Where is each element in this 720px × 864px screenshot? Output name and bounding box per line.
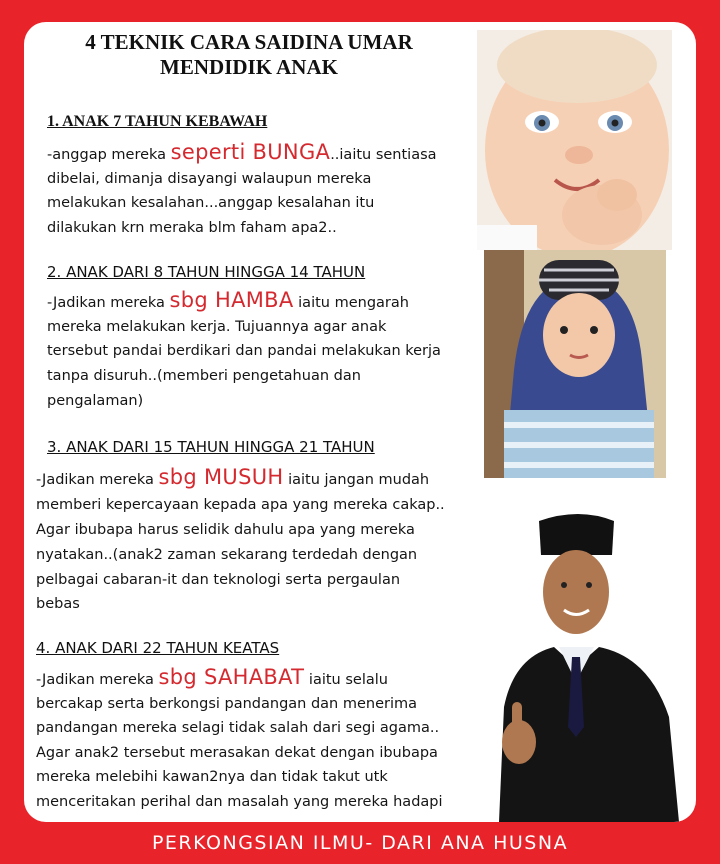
section-2-line-4: tanpa disuruh..(memberi pengetahuan dan	[47, 368, 361, 384]
section-1-post: ..iaitu sentiasa	[330, 147, 437, 163]
section-2-line-2: mereka melakukan kerja. Tujuannya agar anak	[47, 319, 387, 335]
section-1-heading: 1. ANAK 7 TAHUN KEBAWAH	[47, 113, 268, 130]
section-4-line-6: menceritakan perihal dan masalah yang mereka hadapi	[36, 794, 443, 810]
section-1-line-2: dibelai, dimanja disayangi walaupun mereka	[47, 171, 372, 187]
section-3-pre: -Jadikan mereka	[36, 472, 159, 488]
section-4-pre: -Jadikan mereka	[36, 672, 159, 688]
content-card	[24, 22, 696, 822]
section-2-line-3: tersebut pandai berdikari dan pandai melakukan kerja	[47, 343, 441, 359]
section-3-line-5: pelbagai cabaran-it dan teknologi serta pergaulan	[36, 572, 401, 588]
section-4-keyword: sbg SAHABAT	[158, 665, 305, 689]
section-3-line-3: Agar ibubapa harus selidik dahulu apa yang mereka	[36, 522, 415, 538]
section-4-line-5: mereka melebihi kawan2nya dan tidak takut utk	[36, 769, 388, 785]
section-3-keyword: sbg MUSUH	[158, 465, 284, 489]
section-3-post: iaitu jangan mudah	[283, 472, 430, 488]
section-2-line-5: pengalaman)	[47, 393, 144, 409]
man-photo	[484, 507, 694, 822]
section-2-post: iaitu mengarah	[293, 295, 409, 311]
section-2-keyword: sbg HAMBA	[169, 288, 294, 312]
footer-credit: PERKONGSIAN ILMU- DARI ANA HUSNA	[151, 832, 569, 854]
section-1-line-3: melakukan kesalahan...anggap kesalahan itu	[47, 195, 375, 211]
section-2-line-1	[47, 288, 409, 312]
section-3-line-1	[36, 465, 429, 489]
section-2-pre: -Jadikan mereka	[47, 295, 170, 311]
section-3-heading: 3. ANAK DARI 15 TAHUN HINGGA 21 TAHUN	[47, 438, 375, 456]
section-1-line-4: dilakukan krn meraka blm faham apa2..	[47, 220, 337, 236]
section-4-heading: 4. ANAK DARI 22 TAHUN KEATAS	[36, 639, 280, 657]
section-4-line-3: pandangan mereka selagi tidak salah dari segi agama..	[36, 720, 440, 736]
section-4-line-1	[36, 665, 388, 689]
section-1-keyword: seperti BUNGA	[170, 140, 331, 164]
section-1-line-1	[47, 140, 437, 164]
title-line-1: 4 TEKNIK CARA SAIDINA UMAR	[85, 30, 413, 54]
title-line-2: MENDIDIK ANAK	[160, 55, 338, 79]
section-3-line-2: memberi kepercayaan kepada apa yang mereka cakap..	[36, 497, 445, 513]
section-2-heading: 2. ANAK DARI 8 TAHUN HINGGA 14 TAHUN	[47, 263, 366, 281]
section-4-line-2: bercakap serta berkongsi pandangan dan menerima	[36, 696, 418, 712]
section-4-post: iaitu selalu	[304, 672, 388, 688]
baby-photo	[477, 30, 672, 250]
section-1-pre: -anggap mereka	[47, 147, 171, 163]
section-4-line-4: Agar anak2 tersebut merasakan dekat dengan ibubapa	[36, 745, 438, 761]
child-photo	[484, 250, 666, 478]
section-3-line-6: bebas	[36, 596, 80, 612]
section-3-line-4: nyatakan..(anak2 zaman sekarang terdedah dengan	[36, 547, 418, 563]
